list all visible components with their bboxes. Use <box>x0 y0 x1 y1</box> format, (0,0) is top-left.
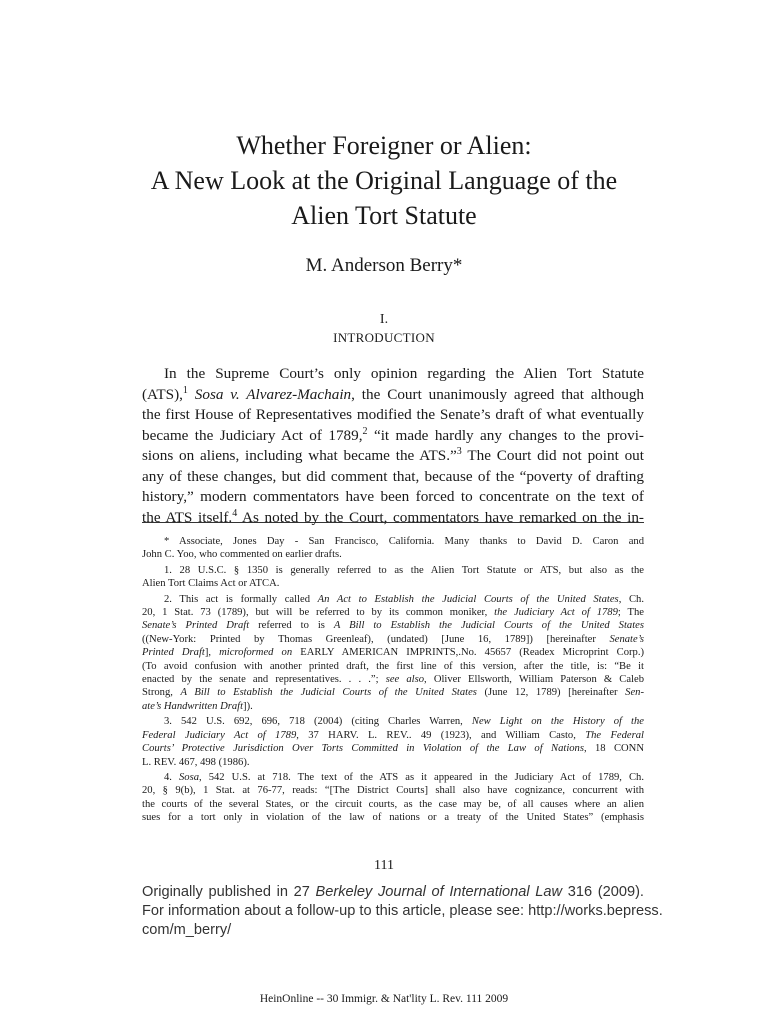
footnote-line: * Associate, Jones Day - San Francisco, California. Many thanks to David D. Caron and <box>164 536 644 547</box>
footnote-text: (June 12, 1789) [hereinafter <box>476 687 626 699</box>
footnote-line: 1. 28 U.S.C. § 1350 is generally referred to as the Alien Tort Statute or ATS, but also as the <box>164 564 644 576</box>
author-name: M. Anderson Berry* <box>305 255 463 276</box>
footnote-text: EARLY AMERICAN IMPRINTS,.No. 45657 (Readex Microprint Corp.) <box>292 647 644 659</box>
footnote-line: sues for a tort only in violation of the law of nations or a treaty of the United States” (emphasis <box>142 812 644 824</box>
case-name: Sosa v. Alvarez-Machain <box>187 385 352 403</box>
footnote-text: , 18 CONN <box>583 743 644 755</box>
body-text: the first House of Representatives modified the Senate’s draft of what eventually <box>142 406 644 423</box>
section-number: I. <box>379 312 389 327</box>
footnote-text: , Oliver Ellsworth, William Paterson & Caleb <box>424 674 644 686</box>
section-heading: INTRODUCTION <box>333 330 435 345</box>
footnote-line <box>142 700 644 713</box>
footnote-2 <box>142 593 644 714</box>
footnote-text: , 37 HARV. L. REV.. 49 (1923), and William Casto, <box>296 729 586 741</box>
footnote-text: 3. 542 U.S. 692, 696, 718 (2004) (citing Charles Warren, <box>164 716 472 728</box>
body-line <box>142 364 644 385</box>
body-text: history,” modern commentators have been forced to concentrate on the text of <box>142 488 644 505</box>
note-text: Originally published in 27 <box>142 884 316 900</box>
footnote-italic: Sosa <box>179 771 200 783</box>
title-line-3: Alien Tort Statute <box>291 201 477 230</box>
footnote-line <box>142 673 644 686</box>
body-text: In the Supreme Court’s only opinion regarding the Alien Tort Statute <box>164 365 644 382</box>
body-line <box>142 446 644 467</box>
note-line: For information about a follow-up to this article, please see: http://works.bepress. <box>142 903 663 919</box>
journal-name: Berkeley Journal of International Law <box>315 884 563 900</box>
page-number: 111 <box>374 858 394 873</box>
footnote-text: , Ch. <box>618 593 644 605</box>
body-text: sions on aliens, including what became the ATS.” <box>142 447 457 464</box>
footnote-line <box>142 771 644 784</box>
footnote-text: ], <box>204 647 220 659</box>
footnote-divider <box>142 522 644 523</box>
footnote-italic: A Bill to Establish the Judicial Courts of the United States <box>180 687 477 699</box>
body-line <box>142 405 644 426</box>
footnote-text: , 542 U.S. at 718. The text of the ATS as it appeared in the Judiciary Act of 1789, Ch. <box>199 771 645 783</box>
footnote-line <box>142 606 644 619</box>
footnote-italic: ate’s Handwritten Draft <box>142 700 244 712</box>
body-line <box>142 426 644 447</box>
footnote-line <box>142 646 644 659</box>
footnote-line: (To avoid confusion with another printed draft, the first line of this version, after the title, is: “Be it <box>142 660 644 672</box>
footnote-3 <box>142 715 644 769</box>
body-text: “it made hardly any changes to the provi- <box>367 426 644 444</box>
footnote-italic: Sen- <box>625 687 644 699</box>
footnote-line: 20, § 9(b), 1 Stat. at 76-77, reads: “[The District Courts] shall also have cognizance, concurrent with <box>142 785 644 797</box>
footnote-1 <box>142 564 644 591</box>
body-line <box>142 487 644 508</box>
body-text: (ATS), <box>142 385 183 403</box>
footnote-italic: microformed on <box>219 647 293 659</box>
footnote-text: ; The <box>617 607 644 619</box>
body-line <box>142 467 644 488</box>
footnote-line <box>142 715 644 728</box>
footnote-4 <box>142 771 644 825</box>
original-publication-note <box>142 883 663 940</box>
footnote-line <box>142 742 644 755</box>
footnote-text: 4. <box>164 771 179 783</box>
footnote-italic: Senate’s Printed Draft <box>142 620 250 632</box>
footnote-text: 20, 1 Stat. 73 (1789), but will be referred to by its common moniker, <box>142 607 495 619</box>
footnote-line <box>142 593 644 606</box>
footnote-italic: the Judiciary Act of 1789 <box>494 607 618 619</box>
body-text: , the Court unanimously agreed that although <box>351 385 645 403</box>
note-link[interactable]: com/m_berry/ <box>142 922 232 938</box>
footnote-line <box>142 619 644 632</box>
body-text: became the Judiciary Act of 1789, <box>142 426 363 444</box>
body-text: The Court did not point out <box>461 447 644 464</box>
title-line-1: Whether Foreigner or Alien: <box>236 131 532 160</box>
footnote-line: Alien Tort Claims Act or ATCA. <box>142 578 280 590</box>
footnote-italic: The Federal <box>585 729 644 741</box>
body-line <box>142 385 644 406</box>
footnote-line <box>142 633 644 646</box>
footnote-text: ((New-York: Printed by Thomas Greenleaf), (undated) [June 16, 1789]) [hereinafter <box>142 633 610 645</box>
footnote-line: John C. Yoo, who commented on earlier drafts. <box>142 549 342 561</box>
footnote-star <box>142 535 644 562</box>
footnote-italic: Senate’s <box>609 633 644 645</box>
footnote-italic: An Act to Establish the Judicial Courts of the United States <box>317 593 619 605</box>
footnote-italic: New Light on the History of the <box>471 716 644 728</box>
footnote-ref: 3 <box>456 445 462 457</box>
footnote-line: L. REV. 467, 498 (1986). <box>142 756 250 768</box>
body-text: any of these changes, but did comment that, because of the “poverty of drafting <box>142 467 644 485</box>
footnote-italic: see also <box>385 674 425 686</box>
title-line-2: A New Look at the Original Language of the <box>150 166 618 195</box>
footnote-text: 2. This act is formally called <box>164 593 318 605</box>
article-title <box>0 128 768 233</box>
note-text: 316 (2009). <box>562 884 644 900</box>
footnote-italic: Courts’ Protective Jurisdiction Over Torts Committed in Violation of the Law of Nations <box>142 743 584 755</box>
footnote-italic: Federal Judiciary Act of 1789 <box>142 729 297 741</box>
footnote-text: enacted by the senate and representatives. . . .”; <box>142 674 386 686</box>
footnote-line <box>142 686 644 699</box>
body-paragraph <box>142 364 644 528</box>
heinonline-footer: HeinOnline -- 30 Immigr. & Nat'lity L. Rev. 111 2009 <box>259 993 509 1005</box>
footnote-line: the courts of the several States, or the circuit courts, as the case may be, of all causes where an alien <box>142 798 644 810</box>
note-line <box>142 883 644 902</box>
body-text: As noted by the Court, commentators have remarked on the in- <box>237 508 644 526</box>
footnote-text: referred to is <box>249 620 334 632</box>
footnote-ref: 2 <box>362 425 368 437</box>
footnotes <box>142 535 644 827</box>
footnote-text: ]). <box>243 700 253 712</box>
footnote-line <box>142 729 644 742</box>
footnote-text: Strong, <box>142 687 181 699</box>
footnote-italic: A Bill to Establish the Judicial Courts of the United States <box>333 620 644 632</box>
body-line <box>142 508 644 529</box>
footnote-ref: 4 <box>232 507 238 519</box>
footnote-italic: Printed Draft <box>142 647 205 659</box>
body-text: the ATS itself. <box>142 508 233 526</box>
footnote-ref: 1 <box>182 384 188 396</box>
